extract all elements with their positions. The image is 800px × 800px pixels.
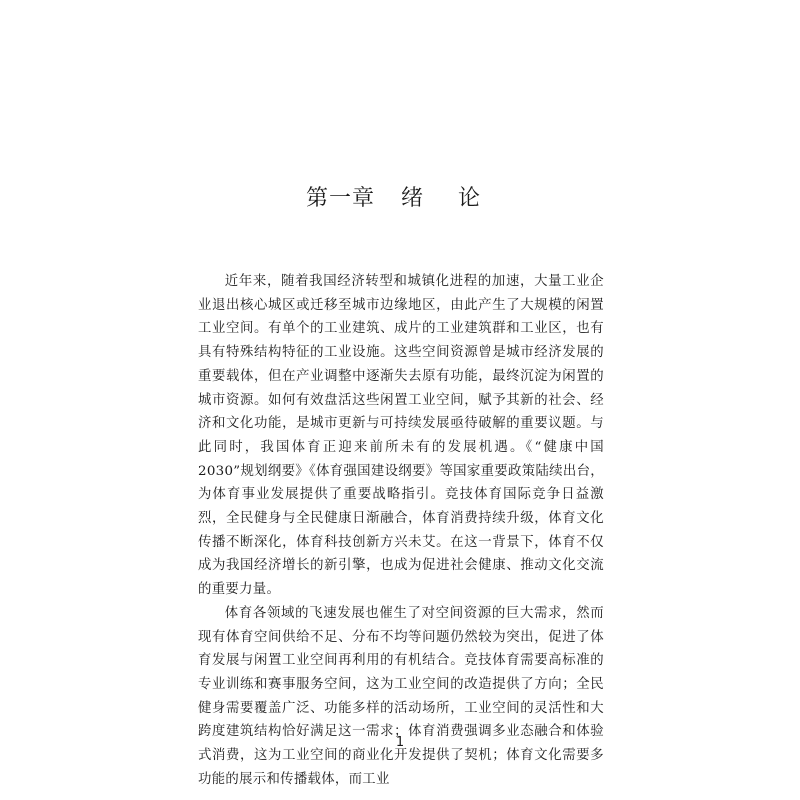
page-number: 1 bbox=[395, 735, 405, 750]
chapter-number: 第一章 bbox=[305, 186, 375, 211]
chapter-heading bbox=[0, 183, 800, 215]
paragraph-1: 近年来，随着我国经济转型和城镇化进程的加速，大量工业企业退出核心城区或迁移至城市边缘地区，由此产生了大规模的闲置工业空间。有单个的工业建筑、成片的工业建筑群和工业区，也有具有特殊结构特征的工业设施。这些空间资源曾是城市经济发展的重要载体，但在产业调整中逐渐失去原有功能，最终沉淀为闲置的城市资源。如何有效盘活这些闲置工业空间，赋予其新的社会、经济和文化功能，是城市更新与可持续发展亟待破解的重要议题。与此同时，我国体育正迎来前所未有的发展机遇。《“健康中国 2030”规划纲要》《体育强国建设纲要》等国家重要政策陆续出台，为体育事业发展提供了重要战略指引。竞技体育国际竞争日益激烈，全民健身与全民健康日渐融合，体育消费持续升级，体育文化传播不断深化，体育科技创新方兴未艾。在这一背景下，体育不仅成为我国经济增长的新引擎，也成为促进社会健康、推动文化交流的重要力量。 bbox=[198, 274, 604, 598]
paragraph-2: 体育各领域的飞速发展也催生了对空间资源的巨大需求，然而现有体育空间供给不足、分布不均等问题仍然较为突出，促进了体育发展与闲置工业空间再利用的有机结合。竞技体育需要高标准的专业训练和赛事服务空间，这为工业空间的改造提供了方向；全民健身需要覆盖广泛、功能多样的活动场所，工业空间的灵活性和大跨度建筑结构恰好满足这一需求；体育消费强调多业态融合和体验式消费，这为工业空间的商业化开发提供了契机；体育文化需要多功能的展示和传播载体，而工业 bbox=[198, 605, 604, 787]
chapter-body bbox=[198, 270, 604, 791]
chapter-title: 绪 论 bbox=[401, 186, 494, 211]
